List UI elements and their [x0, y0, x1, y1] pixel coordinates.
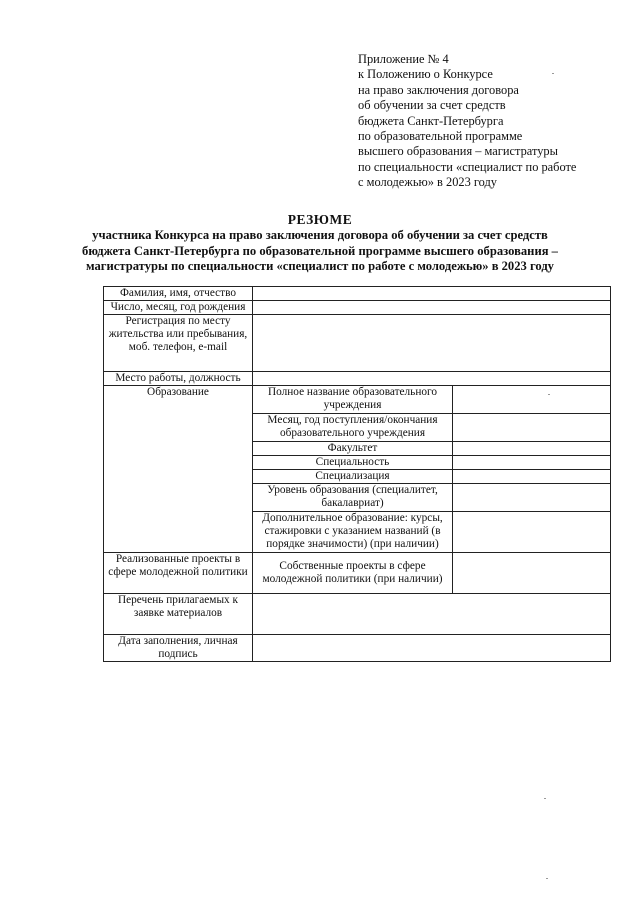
scan-speck	[544, 798, 546, 799]
education-level-label: Уровень образования (специалитет, бакалавриат)	[253, 484, 453, 512]
appendix-line: Приложение № 4	[358, 52, 449, 66]
title-line: магистратуры по специальности «специалист по работе с молодежью» в 2023 году	[86, 259, 554, 274]
specialization-field[interactable]	[453, 470, 611, 484]
appendix-line: на право заключения договора	[358, 82, 519, 97]
scan-speck	[546, 878, 548, 879]
faculty-field[interactable]	[453, 442, 611, 456]
appendix-line: с молодежью» в 2023 году	[358, 175, 497, 190]
study-dates-label: Месяц, год поступления/окончания образовательного учреждения	[253, 414, 453, 442]
study-dates-field[interactable]	[453, 414, 611, 442]
document-title	[80, 212, 560, 275]
attachments-label: Перечень прилагаемых к заявке материалов	[104, 594, 253, 635]
workplace-field[interactable]	[253, 372, 611, 386]
institution-field[interactable]	[453, 386, 611, 414]
additional-education-field[interactable]	[453, 512, 611, 553]
date-signature-field[interactable]	[253, 635, 611, 662]
institution-label: Полное название образовательного учреждения	[253, 386, 453, 414]
projects-label: Реализованные проекты в сфере молодежной политики	[104, 553, 253, 594]
appendix-note	[358, 52, 598, 191]
specialization-label: Специализация	[253, 470, 453, 484]
workplace-label: Место работы, должность	[104, 372, 253, 386]
education-label: Образование	[104, 386, 253, 553]
own-projects-field[interactable]	[453, 553, 611, 594]
resume-heading: РЕЗЮМЕ	[287, 212, 353, 227]
title-line: участника Конкурса на право заключения договора об обучении за счет средств	[92, 228, 548, 242]
specialty-field[interactable]	[453, 456, 611, 470]
date-signature-label: Дата заполнения, личная подпись	[104, 635, 253, 662]
registration-field[interactable]	[253, 315, 611, 372]
full-name-label: Фамилия, имя, отчество	[104, 287, 253, 301]
appendix-line: к Положению о Конкурсе	[358, 67, 493, 82]
appendix-line: об обучении за счет средств	[358, 98, 506, 113]
attachments-field[interactable]	[253, 594, 611, 635]
birth-date-field[interactable]	[253, 301, 611, 315]
education-level-field[interactable]	[453, 484, 611, 512]
registration-label: Регистрация по месту жительства или пребывания, моб. телефон, e-mail	[104, 315, 253, 372]
appendix-line: по специальности «специалист по работе	[358, 159, 577, 174]
faculty-label: Факультет	[253, 442, 453, 456]
scan-speck	[548, 394, 550, 395]
full-name-field[interactable]	[253, 287, 611, 301]
appendix-line: высшего образования – магистратуры	[358, 144, 558, 159]
scan-speck	[552, 73, 554, 74]
own-projects-label: Собственные проекты в сфере молодежной политики (при наличии)	[253, 553, 453, 594]
title-line: бюджета Санкт-Петербурга по образовательной программе высшего образования –	[82, 243, 558, 258]
specialty-label: Специальность	[253, 456, 453, 470]
appendix-line: по образовательной программе	[358, 129, 523, 144]
appendix-line: бюджета Санкт-Петербурга	[358, 113, 504, 128]
birth-date-label: Число, месяц, год рождения	[104, 301, 253, 315]
resume-form-table	[103, 286, 611, 662]
additional-education-label: Дополнительное образование: курсы, стажировки с указанием названий (в порядке значимости) (при наличии)	[253, 512, 453, 553]
